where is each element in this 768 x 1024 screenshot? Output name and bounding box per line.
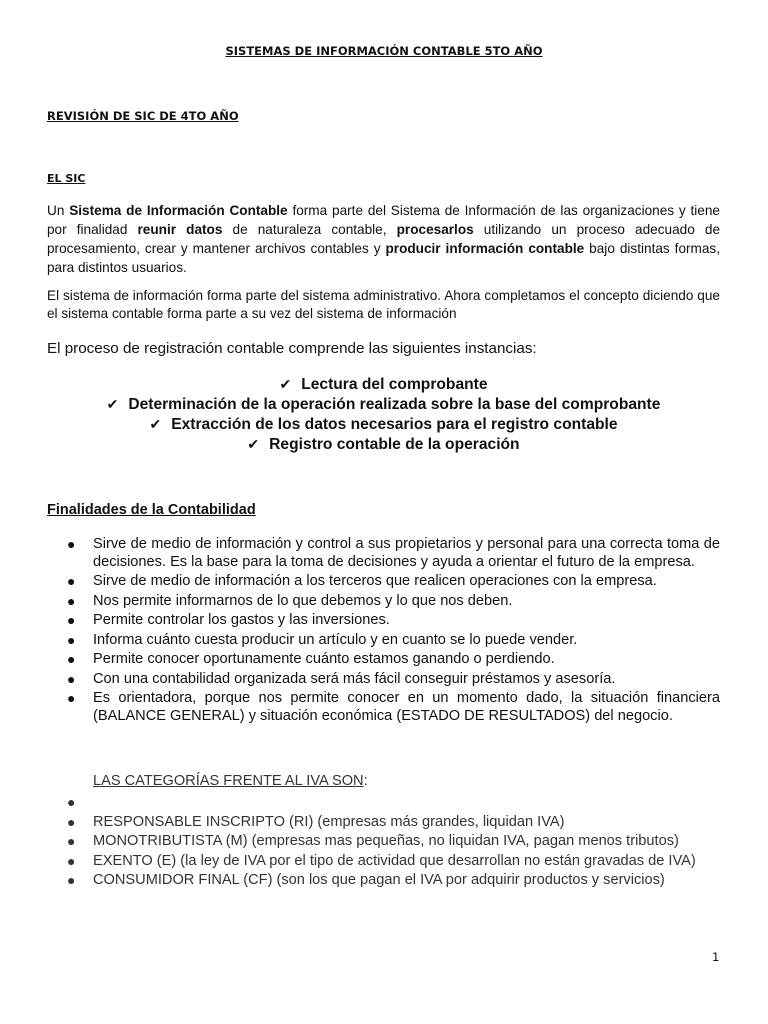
para1-text: forma parte del Sistema de Información de las organizaciones y tiene por finalidad bbox=[47, 203, 720, 237]
para1-bold-term: producir información contable bbox=[385, 241, 585, 256]
list-item-text: Informa cuánto cuesta producir un artículo y en cuanto se lo puede vender. bbox=[93, 631, 578, 648]
list-item-text: CONSUMIDOR FINAL (CF) (son los que pagan el IVA por adquirir productos y servicios) bbox=[93, 872, 665, 888]
checkmark-icon: ✔ bbox=[247, 436, 260, 452]
para1-bold-term: procesarlos bbox=[396, 222, 474, 237]
process-step bbox=[47, 414, 720, 434]
process-step-label: Registro contable de la operación bbox=[269, 436, 520, 453]
document-title: SISTEMAS DE INFORMACIÓN CONTABLE 5TO AÑO bbox=[225, 44, 543, 58]
iva-categories-list bbox=[47, 794, 720, 892]
list-item-text: Nos permite informarnos de lo que debemos y lo que nos deben. bbox=[93, 592, 513, 609]
process-step-label: Determinación de la operación realizada sobre la base del comprobante bbox=[128, 396, 661, 413]
sic-heading: EL SIC bbox=[47, 172, 86, 185]
bullet-icon: ● bbox=[67, 631, 76, 648]
list-item bbox=[47, 872, 720, 890]
checkmark-icon: ✔ bbox=[149, 416, 162, 432]
bullet-icon: ● bbox=[67, 651, 76, 667]
bullet-icon: ● bbox=[67, 833, 76, 849]
bullet-icon: ● bbox=[67, 536, 76, 552]
list-item-text: Sirve de medio de información a los terceros que realicen operaciones con la empresa. bbox=[93, 573, 657, 589]
bullet-icon: ● bbox=[67, 573, 76, 589]
bullet-icon: ● bbox=[67, 612, 76, 628]
page-number: 1 bbox=[712, 950, 720, 964]
para1-text: bajo distintas formas, para distintos usuarios. bbox=[47, 241, 720, 275]
para1-text: Un bbox=[47, 203, 70, 218]
process-step bbox=[47, 434, 720, 454]
process-step bbox=[47, 394, 720, 414]
para1-bold-term: Sistema de Información Contable bbox=[69, 203, 288, 218]
para1-text: utilizando un proceso adecuado de procesamiento, crear y mantener archivos contables y bbox=[47, 222, 721, 256]
list-item bbox=[47, 632, 720, 650]
iva-heading-colon: : bbox=[363, 773, 368, 789]
finalidades-list bbox=[47, 536, 720, 727]
list-item bbox=[47, 651, 720, 669]
list-item-text: Sirve de medio de información y control a sus propietarios y personal para una correcta toma de decisiones. Es la base para la toma de decisiones y ayuda a orientar el futuro de la empresa. bbox=[93, 536, 720, 570]
bullet-icon: ● bbox=[67, 794, 76, 810]
iva-heading-text: LAS CATEGORÍAS FRENTE AL IVA SON bbox=[93, 773, 364, 789]
bullet-icon: ● bbox=[67, 592, 76, 609]
iva-categories-heading bbox=[93, 773, 368, 789]
checkmark-icon: ✔ bbox=[279, 376, 292, 392]
list-item bbox=[47, 573, 720, 591]
list-item bbox=[47, 814, 720, 832]
list-item-text: RESPONSABLE INSCRIPTO (RI) (empresas más grandes, liquidan IVA) bbox=[93, 813, 565, 830]
list-item bbox=[47, 671, 720, 689]
bullet-icon: ● bbox=[67, 670, 76, 687]
revision-heading: REVISIÓN DE SIC DE 4TO AÑO bbox=[47, 109, 239, 123]
checkmark-icon: ✔ bbox=[106, 396, 119, 412]
list-item bbox=[47, 593, 720, 611]
para1-bold-term: reunir datos bbox=[137, 222, 223, 237]
list-item-text: Permite conocer oportunamente cuánto estamos ganando o perdiendo. bbox=[93, 651, 555, 667]
system-concept-paragraph: El sistema de información forma parte del sistema administrativo. Ahora completamos el concepto diciendo que el sistema contable forma parte a su vez del sistema de información bbox=[47, 288, 720, 321]
list-item bbox=[47, 794, 720, 812]
finalidades-heading: Finalidades de la Contabilidad bbox=[47, 502, 256, 518]
process-step bbox=[47, 374, 720, 394]
list-item bbox=[47, 536, 720, 571]
list-item-text: EXENTO (E) (la ley de IVA por el tipo de actividad que desarrollan no están gravadas de IVA) bbox=[93, 852, 696, 869]
list-item-text: Permite controlar los gastos y las inversiones. bbox=[93, 612, 390, 628]
list-item-text: MONOTRIBUTISTA (M) (empresas mas pequeñas, no liquidan IVA, pagan menos tributos) bbox=[93, 833, 679, 849]
process-steps-list bbox=[47, 374, 720, 454]
list-item bbox=[47, 833, 720, 851]
bullet-icon: ● bbox=[67, 872, 76, 888]
process-step-label: Lectura del comprobante bbox=[301, 376, 488, 393]
process-step-label: Extracción de los datos necesarios para el registro contable bbox=[171, 416, 618, 433]
list-item-text: Con una contabilidad organizada será más fácil conseguir préstamos y asesoría. bbox=[93, 670, 616, 687]
list-item bbox=[47, 612, 720, 630]
list-item bbox=[47, 690, 720, 725]
list-item-text: Es orientadora, porque nos permite conocer en un momento dado, la situación financiera (BALANCE GENERAL) y situación económica (ESTADO DE RESULTADOS) del negocio. bbox=[93, 690, 720, 724]
bullet-icon: ● bbox=[67, 813, 76, 830]
para1-text: de naturaleza contable, bbox=[222, 222, 397, 237]
list-item bbox=[47, 853, 720, 871]
sic-definition-paragraph bbox=[47, 201, 720, 277]
bullet-icon: ● bbox=[67, 690, 76, 706]
process-intro-paragraph: El proceso de registración contable comprende las siguientes instancias: bbox=[47, 340, 537, 357]
bullet-icon: ● bbox=[67, 852, 76, 869]
